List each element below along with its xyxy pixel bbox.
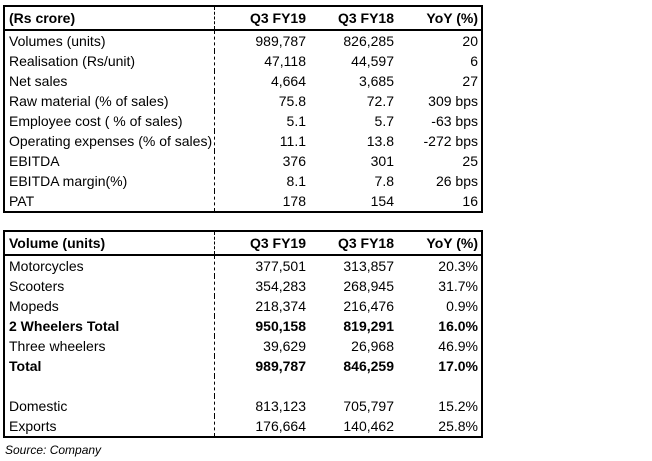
cell-value: 4,664 <box>270 73 306 89</box>
cell-value: 5.7 <box>374 113 394 129</box>
table-row <box>4 396 482 416</box>
row-label: Operating expenses (% of sales) <box>4 131 214 151</box>
row-label <box>4 376 214 396</box>
cell-value: 47,118 <box>264 53 306 69</box>
row-label: EBITDA <box>4 151 214 171</box>
header-q3fy18: Q3 FY18 <box>314 6 400 30</box>
cell-value: 301 <box>370 153 394 169</box>
row-label: 2 Wheelers Total <box>4 316 214 336</box>
table-row <box>4 131 482 151</box>
volumes-table-header <box>4 231 482 255</box>
header-q3fy18: Q3 FY18 <box>314 231 400 255</box>
table-row <box>4 336 482 356</box>
table-row <box>4 30 482 51</box>
cell-value: 44,597 <box>351 53 394 69</box>
cell-value: 950,158 <box>255 318 306 334</box>
cell-value: 268,945 <box>343 278 394 294</box>
cell-value: 8.1 <box>286 173 306 189</box>
header-volume-units: Volume (units) <box>4 231 214 255</box>
cell-value: 140,462 <box>343 418 394 434</box>
row-label: Exports <box>4 416 214 437</box>
cell-value: 31.7% <box>438 278 478 294</box>
cell-value: 846,259 <box>343 358 394 374</box>
table-row <box>4 356 482 376</box>
row-label: Scooters <box>4 276 214 296</box>
cell-value: 989,787 <box>255 33 306 49</box>
cell-value <box>214 376 314 396</box>
cell-value: 377,501 <box>255 258 306 274</box>
cell-value: 826,285 <box>343 33 394 49</box>
cell-value: 20 <box>462 33 478 49</box>
cell-value <box>314 376 400 396</box>
table-row <box>4 416 482 437</box>
row-label: Net sales <box>4 71 214 91</box>
row-label: Employee cost ( % of sales) <box>4 111 214 131</box>
cell-value: 20.3% <box>438 258 478 274</box>
cell-value: 15.2% <box>438 398 478 414</box>
cell-value: 13.8 <box>366 133 394 149</box>
cell-value: 27 <box>462 73 478 89</box>
volumes-table <box>3 230 483 438</box>
table-row <box>4 296 482 316</box>
header-q3fy19: Q3 FY19 <box>214 6 314 30</box>
cell-value: 17.0% <box>438 358 478 374</box>
cell-value: 5.1 <box>286 113 306 129</box>
header-q3fy19: Q3 FY19 <box>214 231 314 255</box>
cell-value: 75.8 <box>278 93 306 109</box>
header-rs-crore: (Rs crore) <box>4 6 214 30</box>
row-label: Three wheelers <box>4 336 214 356</box>
cell-value: 11.1 <box>279 133 306 149</box>
row-label: Total <box>4 356 214 376</box>
header-yoy: YoY (%) <box>400 6 482 30</box>
cell-value: 0.9% <box>446 298 478 314</box>
financials-table <box>3 5 483 213</box>
table-row <box>4 91 482 111</box>
financials-table-header <box>4 6 482 30</box>
cell-value: 705,797 <box>343 398 394 414</box>
cell-value: 154 <box>370 193 394 209</box>
table-row <box>4 111 482 131</box>
cell-value: 39,629 <box>263 338 306 354</box>
cell-value: 16 <box>462 193 478 209</box>
cell-value: 7.8 <box>374 173 394 189</box>
cell-value: 813,123 <box>255 398 306 414</box>
row-label: PAT <box>4 191 214 212</box>
cell-value: 46.9% <box>438 338 478 354</box>
cell-value: 3,685 <box>358 73 394 89</box>
row-label: Domestic <box>4 396 214 416</box>
header-row <box>4 6 482 30</box>
cell-value: 376 <box>282 153 306 169</box>
table-row <box>4 171 482 191</box>
row-label: Volumes (units) <box>4 30 214 51</box>
row-label: Raw material (% of sales) <box>4 91 214 111</box>
cell-value: -272 bps <box>423 133 478 149</box>
table-row <box>4 376 482 396</box>
row-label: Motorcycles <box>4 255 214 276</box>
cell-value <box>400 376 482 396</box>
source-note: Source: Company <box>5 443 102 457</box>
cell-value: 25.8% <box>438 418 478 434</box>
volumes-table-body <box>4 255 482 437</box>
cell-value: 16.0% <box>438 318 478 334</box>
row-label: Mopeds <box>4 296 214 316</box>
table-row <box>4 316 482 336</box>
cell-value: 218,374 <box>255 298 306 314</box>
table-row <box>4 276 482 296</box>
cell-value: 216,476 <box>343 298 394 314</box>
cell-value: 354,283 <box>255 278 306 294</box>
table-row <box>4 191 482 212</box>
cell-value: 176,664 <box>255 418 306 434</box>
table-gap <box>3 213 652 230</box>
table-row <box>4 255 482 276</box>
cell-value: 178 <box>282 193 306 209</box>
row-label: Realisation (Rs/unit) <box>4 51 214 71</box>
row-label: EBITDA margin(%) <box>4 171 214 191</box>
cell-value: -63 bps <box>431 113 478 129</box>
cell-value: 309 bps <box>428 93 478 109</box>
cell-value: 26 bps <box>435 173 478 189</box>
cell-value: 72.7 <box>366 93 394 109</box>
table-row <box>4 151 482 171</box>
cell-value: 313,857 <box>343 258 394 274</box>
cell-value: 6 <box>470 53 478 69</box>
cell-value: 25 <box>462 153 478 169</box>
cell-value: 989,787 <box>255 358 306 374</box>
cell-value: 819,291 <box>343 318 394 334</box>
financials-table-body <box>4 30 482 212</box>
header-yoy: YoY (%) <box>400 231 482 255</box>
table-row <box>4 51 482 71</box>
cell-value: 26,968 <box>351 338 394 354</box>
table-row <box>4 71 482 91</box>
header-row <box>4 231 482 255</box>
